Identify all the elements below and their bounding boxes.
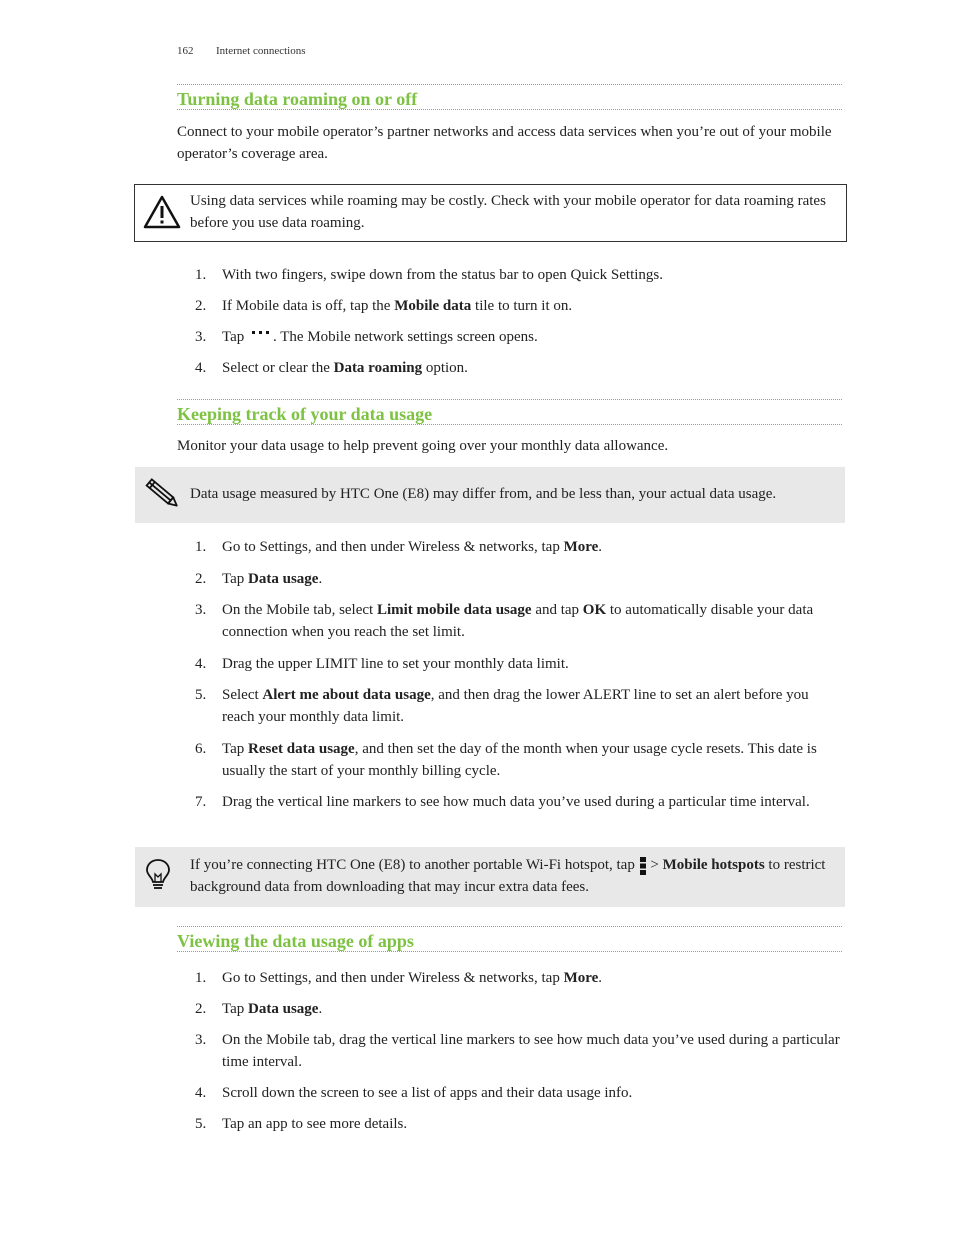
step-text: . bbox=[598, 539, 603, 555]
step-text: and tap bbox=[531, 602, 583, 618]
tip-separator: > bbox=[646, 857, 663, 873]
section-heading-data-roaming: Turning data roaming on or off bbox=[177, 84, 842, 110]
step-text: Tap bbox=[222, 329, 249, 345]
step-text: tile to turn it on. bbox=[471, 298, 573, 314]
step-text: Tap an app to see more details. bbox=[222, 1116, 408, 1132]
steps-list-data-usage bbox=[177, 536, 842, 813]
list-item bbox=[177, 295, 842, 317]
note-text: Data usage measured by HTC One (E8) may differ from, and be less than, your actual data usage. bbox=[190, 486, 777, 502]
step-number: 3. bbox=[195, 602, 207, 618]
list-item bbox=[177, 568, 842, 590]
running-header bbox=[177, 45, 306, 57]
section-heading-app-usage: Viewing the data usage of apps bbox=[177, 926, 842, 952]
step-text: Go to Settings, and then under Wireless & networks, tap bbox=[222, 970, 564, 986]
step-text: Select bbox=[222, 687, 263, 703]
pencil-icon bbox=[143, 477, 183, 511]
warning-text: Using data services while roaming may be costly. Check with your mobile operator for data roaming rates before you use data roaming. bbox=[190, 193, 826, 231]
step-emphasis: Data usage bbox=[248, 570, 319, 587]
section-intro: Connect to your mobile operator’s partner networks and access data services when you’re out of your mobile operator’s coverage area. bbox=[177, 124, 832, 162]
tip-text bbox=[190, 854, 835, 898]
step-number: 5. bbox=[195, 687, 207, 703]
list-item bbox=[177, 653, 842, 675]
step-number: 6. bbox=[195, 740, 207, 757]
tip-menu-option: Mobile hotspots bbox=[662, 857, 765, 873]
step-text: . bbox=[318, 570, 323, 587]
section-heading-data-usage: Keeping track of your data usage bbox=[177, 399, 842, 425]
steps-list-app-usage bbox=[177, 967, 842, 1135]
list-item bbox=[177, 684, 842, 728]
tip-text-start: If you’re connecting HTC One (E8) to another portable Wi-Fi hotspot, tap bbox=[190, 857, 639, 873]
list-item bbox=[177, 1029, 842, 1073]
step-text: to automatically disable your data connection when you reach the set limit. bbox=[222, 602, 814, 640]
step-text: , and then drag the lower ALERT line to set an alert before you reach your monthly data limit. bbox=[222, 687, 809, 725]
step-emphasis: Mobile data bbox=[394, 298, 472, 314]
steps-list-roaming bbox=[177, 264, 842, 379]
step-text: Drag the upper LIMIT line to set your monthly data limit. bbox=[222, 655, 569, 672]
step-text: If Mobile data is off, tap the bbox=[222, 298, 395, 314]
step-text: . bbox=[318, 1001, 323, 1017]
list-item bbox=[177, 1082, 842, 1104]
tip-callout bbox=[135, 847, 845, 907]
more-horizontal-icon bbox=[250, 330, 270, 338]
step-text: Tap bbox=[222, 570, 249, 587]
warning-callout bbox=[134, 184, 847, 242]
step-text: option. bbox=[422, 360, 468, 376]
step-number: 7. bbox=[195, 794, 207, 810]
step-number: 4. bbox=[195, 1085, 207, 1101]
step-number: 2. bbox=[195, 1001, 207, 1017]
note-callout bbox=[135, 467, 845, 523]
step-number: 1. bbox=[195, 970, 207, 986]
step-emphasis: Alert me about data usage bbox=[262, 687, 431, 703]
section-intro: Monitor your data usage to help prevent going over your monthly data allowance. bbox=[177, 438, 669, 454]
step-emphasis: More bbox=[563, 539, 599, 555]
page-number: 162 bbox=[177, 45, 194, 57]
step-number: 4. bbox=[195, 360, 207, 376]
step-emphasis: More bbox=[563, 970, 599, 986]
list-item bbox=[177, 326, 842, 348]
step-text: On the Mobile tab, select bbox=[222, 602, 377, 618]
list-item bbox=[177, 1113, 842, 1135]
step-emphasis: Data usage bbox=[248, 1001, 319, 1017]
step-emphasis: Data roaming bbox=[333, 360, 423, 376]
list-item bbox=[177, 791, 842, 813]
step-number: 1. bbox=[195, 267, 207, 283]
step-text: . The Mobile network settings screen opens. bbox=[273, 329, 538, 345]
list-item bbox=[177, 357, 842, 379]
step-text: On the Mobile tab, drag the vertical line markers to see how much data you’ve used during a particular time interval. bbox=[222, 1032, 840, 1070]
tip-text-end: to restrict background data from downloading that may incur extra data fees. bbox=[190, 857, 826, 895]
step-number: 1. bbox=[195, 539, 207, 555]
step-text: Tap bbox=[222, 740, 249, 757]
step-text: , and then set the day of the month when your usage cycle resets. This date is usually the start of your monthly billing cycle. bbox=[222, 740, 817, 779]
step-text: Go to Settings, and then under Wireless & networks, tap bbox=[222, 539, 564, 555]
step-number: 3. bbox=[195, 329, 207, 345]
step-text: Select or clear the bbox=[222, 360, 334, 376]
step-number: 3. bbox=[195, 1032, 207, 1048]
step-number: 2. bbox=[195, 570, 207, 587]
list-item bbox=[177, 264, 842, 286]
list-item bbox=[177, 738, 842, 782]
chapter-title: Internet connections bbox=[216, 45, 306, 57]
step-emphasis: Reset data usage bbox=[248, 740, 355, 757]
warning-triangle-icon bbox=[143, 195, 181, 229]
step-number: 2. bbox=[195, 298, 207, 314]
list-item bbox=[177, 967, 842, 989]
step-text: . bbox=[598, 970, 603, 986]
step-text: With two fingers, swipe down from the status bar to open Quick Settings. bbox=[222, 267, 663, 283]
lightbulb-icon bbox=[143, 857, 173, 893]
list-item bbox=[177, 599, 842, 643]
step-text: Drag the vertical line markers to see how much data you’ve used during a particular time interval. bbox=[222, 794, 810, 810]
list-item bbox=[177, 998, 842, 1020]
step-number: 5. bbox=[195, 1116, 207, 1132]
step-text: Scroll down the screen to see a list of apps and their data usage info. bbox=[222, 1085, 633, 1101]
list-item bbox=[177, 536, 842, 558]
step-emphasis: OK bbox=[582, 602, 607, 618]
step-emphasis: Limit mobile data usage bbox=[376, 602, 532, 618]
step-text: Tap bbox=[222, 1001, 249, 1017]
more-vertical-icon bbox=[639, 857, 647, 875]
step-number: 4. bbox=[195, 655, 207, 672]
